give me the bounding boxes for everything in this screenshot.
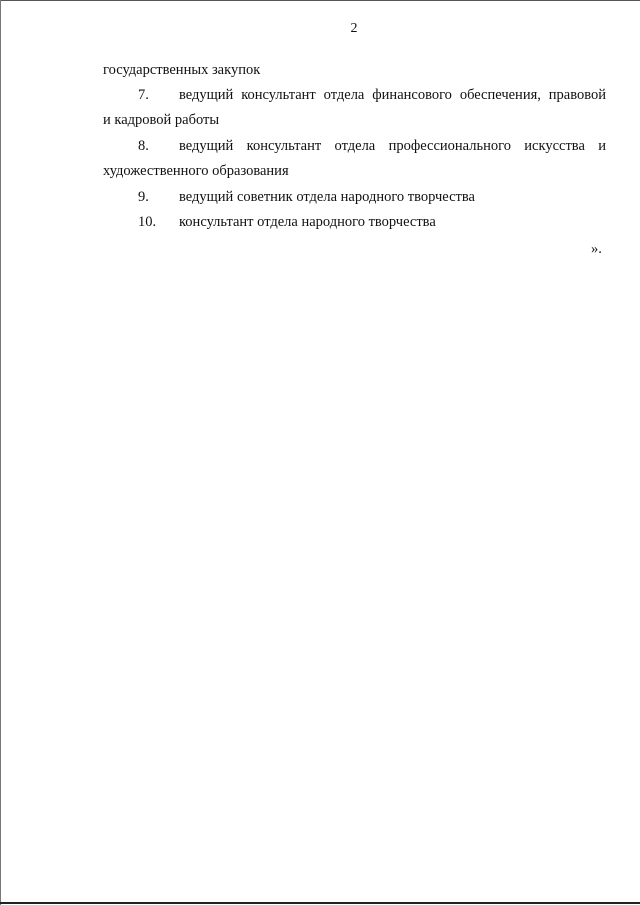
item-7-number: 7. bbox=[138, 87, 149, 103]
item-7-line-1 bbox=[179, 86, 606, 104]
item-8-word: искусства bbox=[524, 138, 585, 154]
item-10-text: консультант отдела народного творчества bbox=[179, 214, 436, 230]
page-bottom-edge bbox=[0, 902, 640, 904]
item-7-word: ведущий bbox=[179, 87, 234, 103]
item-7-word: консультант bbox=[241, 87, 316, 103]
item-7-word: отдела bbox=[323, 87, 365, 103]
item-7-word: правовой bbox=[548, 87, 606, 103]
closing-quote: ». bbox=[591, 241, 602, 257]
item-8-word: ведущий bbox=[179, 138, 234, 154]
item-8-line-2: художественного образования bbox=[103, 163, 289, 179]
page-left-edge bbox=[0, 0, 1, 905]
item-7-line-2: и кадровой работы bbox=[103, 112, 220, 128]
item-9-number: 9. bbox=[138, 189, 149, 205]
item-9-text: ведущий советник отдела народного творчества bbox=[179, 189, 475, 205]
item-8-word: профессионального bbox=[388, 138, 511, 154]
item-10-number: 10. bbox=[138, 214, 157, 230]
item-7-word: обеспечения, bbox=[459, 87, 541, 103]
item-8-word: и bbox=[598, 138, 606, 154]
item-8-word: консультант bbox=[246, 138, 322, 154]
item-7-word: финансового bbox=[372, 87, 452, 103]
continuation-line: государственных закупок bbox=[103, 62, 261, 78]
item-8-line-1 bbox=[179, 137, 606, 155]
item-8-word: отдела bbox=[334, 138, 376, 154]
page-number: 2 bbox=[350, 21, 358, 36]
item-8-number: 8. bbox=[138, 138, 149, 154]
page-top-edge bbox=[0, 0, 640, 1]
